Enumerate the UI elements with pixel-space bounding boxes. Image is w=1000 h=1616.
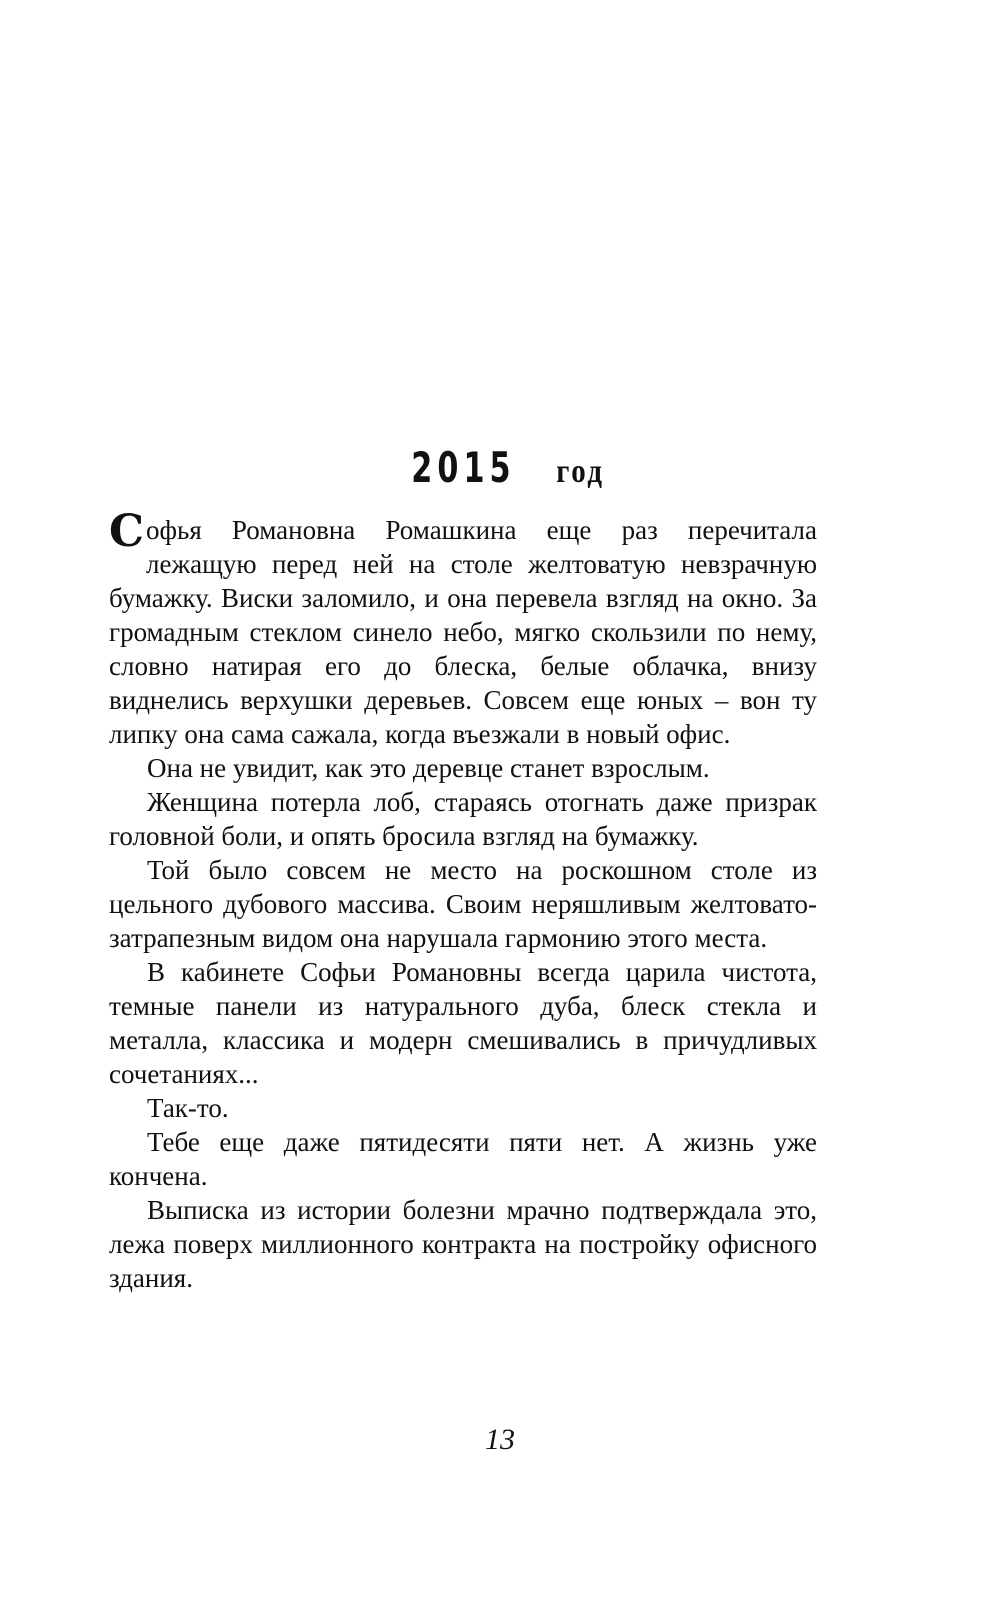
- chapter-year: 2015: [411, 443, 516, 492]
- paragraph: Тебе еще даже пятидесяти пяти нет. А жизнь уже кончена.: [109, 1127, 817, 1191]
- paragraph: Так-то.: [147, 1093, 229, 1123]
- chapter-word: год: [556, 453, 605, 490]
- chapter-title: [0, 440, 1000, 500]
- paragraph: Она не увидит, как это деревце станет взрослым.: [147, 753, 710, 783]
- paragraph-text: офья Романовна Ромашкина еще раз перечитала лежащую перед ней на столе желтоватую невзрачную бумажку. Виски заломило, и она перевела взгляд на окно. За громадным стеклом синело небо, мягко скользили по нему, словно натирая его до блеска, белые облачка, внизу виднелись верхушки деревьев. Совсем еще юных – вон ту липку она сама сажала, когда въезжали в новый офис.: [109, 515, 817, 749]
- paragraph: Той было совсем не место на роскошном столе из цельного дубового массива. Своим неряшливым желтовато-затрапезным видом она нарушала гармонию этого места.: [109, 855, 817, 953]
- page-number: 13: [485, 1423, 515, 1456]
- body-text: [109, 506, 817, 1295]
- paragraph: Женщина потерла лоб, стараясь отогнать даже призрак головной боли, и опять бросила взгляд на бумажку.: [109, 787, 817, 851]
- drop-cap: С: [109, 506, 145, 557]
- paragraph: [109, 506, 817, 751]
- paragraph: Выписка из истории болезни мрачно подтверждала это, лежа поверх миллионного контракта на постройку офисного здания.: [109, 1195, 817, 1293]
- paragraph: В кабинете Софьи Романовны всегда царила чистота, темные панели из натурального дуба, блеск стекла и металла, классика и модерн смешивались в причудливых сочетаниях...: [109, 957, 817, 1089]
